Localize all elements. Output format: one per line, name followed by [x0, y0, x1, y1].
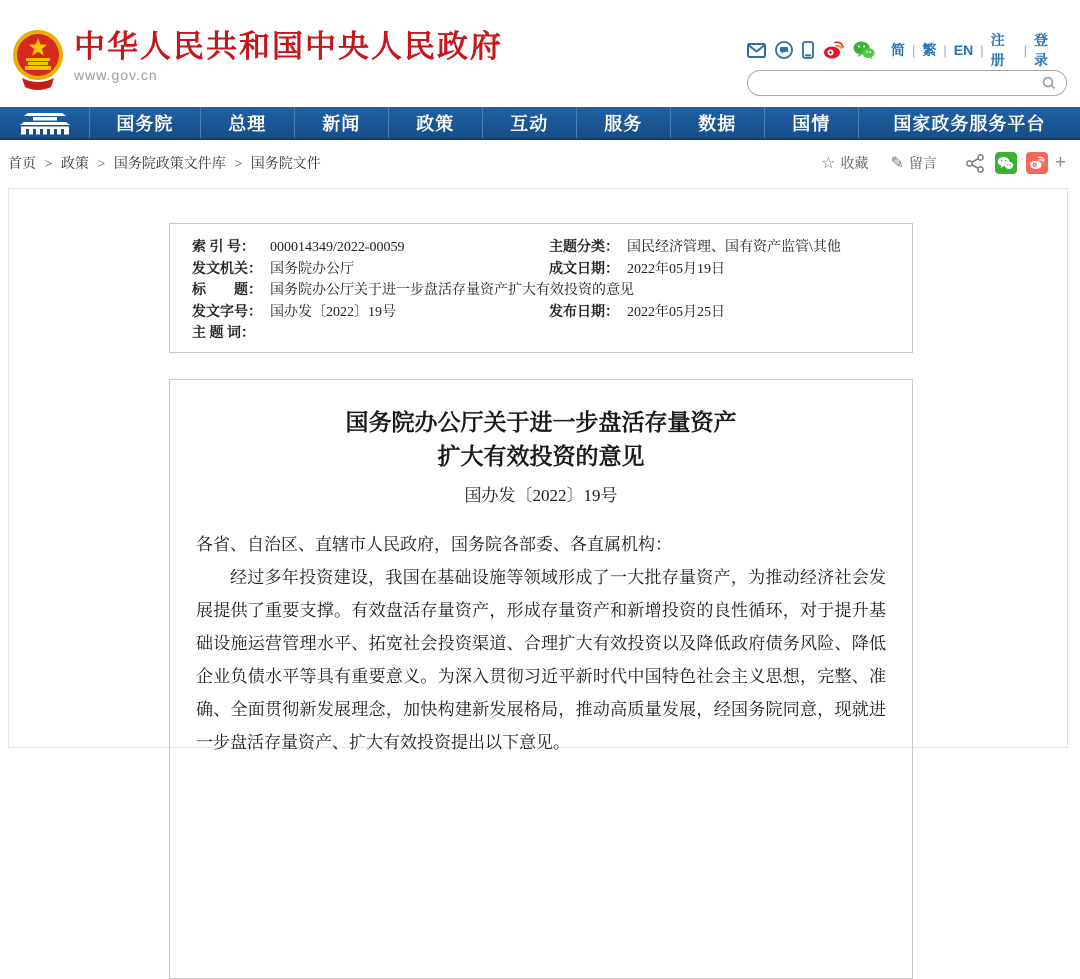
meta-row	[192, 237, 902, 259]
content-box	[8, 188, 1068, 752]
nav-item-premier[interactable]: 总理	[201, 107, 295, 138]
main-nav	[0, 107, 1080, 140]
more-share-button[interactable]: +	[1054, 152, 1066, 173]
meta-row	[192, 302, 902, 324]
meta-value-index-number: 000014349/2022-00059	[270, 240, 405, 255]
meta-label-title: 标 题：	[192, 283, 262, 298]
document-title-line1: 国务院办公厅关于进一步盘活存量资产	[345, 410, 737, 435]
page-actions	[799, 152, 1066, 174]
meta-value-keywords	[270, 323, 902, 345]
nav-item-gov-service-platform[interactable]: 国家政务服务平台	[893, 113, 1046, 134]
breadcrumb-policy[interactable]: 政策	[60, 157, 89, 172]
document-paragraph: 经过多年投资建设，我国在基础设施等领域形成了一大批存量资产，为推动经济社会发展提供了重要支撑。有效盘活存量资产，形成存量资产和新增投资的良性循环，对于提升基础设施运营管理水平、拓宽社会投资渠道、合理扩大有效投资以及降低政府债务风险、降低企业负债水平等具有重要意义。为深入贯彻习近平新时代中国特色社会主义思想，完整、准确、全面贯彻新发展理念，加快构建新发展格局，推动高质量发展，经国务院同意，现就进一步盘活存量资产、扩大有效投资提出以下意见。	[196, 568, 886, 752]
star-icon: ☆	[821, 155, 836, 172]
meta-label-index-number: 索 引 号：	[192, 240, 255, 255]
site-logo[interactable]	[12, 28, 503, 90]
meta-value-publish-date: 2022年05月25日	[627, 304, 725, 320]
message-icon[interactable]	[775, 41, 793, 59]
breadcrumb-separator: >	[97, 157, 106, 172]
breadcrumb-row	[0, 140, 1080, 186]
breadcrumb-separator: >	[44, 157, 53, 172]
home-tiananmen-icon[interactable]	[0, 107, 90, 138]
search-input[interactable]	[762, 76, 1041, 91]
breadcrumb-policy-library[interactable]: 国务院政策文件库	[113, 157, 226, 172]
link-traditional-chinese[interactable]: 繁	[922, 42, 937, 58]
divider: |	[1023, 42, 1028, 58]
meta-value-document-number: 国办发〔2022〕19号	[270, 304, 396, 320]
header-right	[747, 32, 1067, 96]
document-title	[196, 406, 886, 474]
meta-label-publish-date: 发布日期：	[549, 304, 619, 320]
meta-label-document-number: 发文字号：	[192, 304, 262, 320]
nav-item-state-council[interactable]: 国务院	[90, 107, 201, 138]
share-weibo-icon[interactable]	[1026, 152, 1048, 174]
meta-row	[192, 259, 902, 281]
breadcrumb	[8, 153, 321, 173]
nav-item-national-conditions[interactable]: 国情	[765, 107, 859, 138]
divider: |	[943, 42, 947, 58]
site-url: www.gov.cn	[74, 67, 158, 83]
divider: |	[912, 42, 916, 58]
nav-item-services[interactable]: 服务	[577, 107, 671, 138]
link-simplified-chinese[interactable]: 简	[891, 42, 906, 58]
share-icon[interactable]	[965, 153, 986, 174]
document-title-line2: 扩大有效投资的意见	[437, 444, 645, 469]
document-salutation: 各省、自治区、直辖市人民政府，国务院各部委、各直属机构：	[196, 535, 672, 554]
favorite-label: 收藏	[840, 155, 869, 171]
mobile-icon[interactable]	[802, 41, 814, 59]
site-header	[0, 0, 1080, 107]
meta-value-title: 国务院办公厅关于进一步盘活存量资产扩大有效投资的意见	[270, 283, 634, 298]
pencil-icon: ✎	[890, 155, 904, 172]
favorite-button[interactable]	[821, 153, 868, 173]
share-wechat-icon[interactable]	[995, 152, 1017, 174]
meta-row	[192, 280, 902, 302]
mail-icon[interactable]	[747, 43, 766, 58]
weibo-icon[interactable]	[823, 41, 844, 59]
site-title: 中华人民共和国中央人民政府	[74, 29, 503, 64]
breadcrumb-home[interactable]: 首页	[8, 157, 36, 172]
nav-item-interaction[interactable]: 互动	[483, 107, 577, 138]
breadcrumb-separator: >	[234, 157, 243, 172]
document-meta-table	[169, 223, 913, 353]
search-box[interactable]	[747, 70, 1067, 96]
link-english[interactable]: EN	[953, 42, 974, 58]
wechat-icon[interactable]	[853, 41, 875, 60]
logo-text	[74, 28, 503, 83]
document-number: 国办发〔2022〕19号	[464, 486, 618, 505]
breadcrumb-state-council-documents[interactable]: 国务院文件	[250, 157, 321, 172]
meta-row	[192, 323, 902, 345]
nav-item-news[interactable]: 新闻	[295, 107, 389, 138]
comment-button[interactable]	[890, 153, 936, 173]
divider: |	[980, 42, 984, 58]
nav-item-data[interactable]: 数据	[671, 107, 765, 138]
meta-label-keywords: 主 题 词：	[192, 326, 255, 341]
meta-value-subject-category: 国民经济管理、国有资产监管\其他	[627, 240, 841, 255]
meta-value-written-date: 2022年05月19日	[627, 261, 725, 277]
search-icon[interactable]	[1041, 75, 1057, 91]
login-link[interactable]: 登录	[1034, 32, 1049, 68]
national-emblem-icon	[12, 28, 64, 90]
meta-value-issuing-agency: 国务院办公厅	[270, 261, 354, 277]
document-body	[169, 379, 913, 979]
meta-label-issuing-agency: 发文机关：	[192, 261, 262, 277]
nav-item-policy[interactable]: 政策	[389, 107, 483, 138]
meta-label-subject-category: 主题分类：	[549, 240, 619, 255]
header-links-row	[747, 32, 1067, 68]
register-link[interactable]: 注册	[990, 32, 1005, 68]
comment-label: 留言	[908, 155, 937, 171]
meta-label-written-date: 成文日期：	[549, 261, 619, 277]
